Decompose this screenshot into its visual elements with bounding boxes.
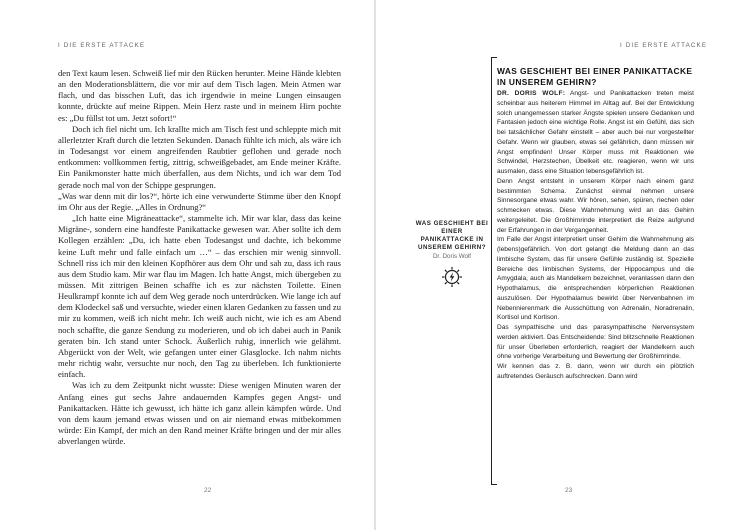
expert-text: [497, 89, 694, 382]
left-page-body: [58, 68, 341, 447]
body-paragraph: Doch ich fiel nicht um. Ich krallte mich am Tisch fest und schleppte mich mit allerletzter Kraft durch die letzten Sekunden. Danach fühlte ich mich, als wäre ich in Todesangst vor einem angreifenden Raubtier geflohen und gerade noch entkommen: vollkommen fertig, zittrig, schweißgebadet, am Ende meiner Kräfte. Ein Panikmonster hatte mich überfallen, aus dem Nichts, und ich war dem Tod gerade noch mal von der Schippe gesprungen.: [58, 123, 341, 190]
body-paragraph: den Text kaum lesen. Schweiß lief mir den Rücken herunter. Meine Hände klebten an den Moderationsblättern, die vor mir auf dem Tisch lagen. Mein Atmen war flach, und das bisschen Luft, das ich irgendwie in meine Lungen einsaugen konnte, drückte auf meine Rippen. Mein Herz raste und in meinem Hirn pochte es: „Du füllst tot um. Jetzt sofort!“: [58, 68, 341, 123]
expert-paragraph: Das sympathische und das parasympathische Nervensystem werden aktiviert. Das Entscheidende: Sind blitzschnelle Reaktionen für unser Überleben erforderlich, reagiert der Mandelkern auch ohne vorherige Verarbeitung und Bewertung der Großhirnrinde.: [497, 324, 694, 361]
section-heading: WAS GESCHIEHT BEI EINER PANIKATTACKE IN UNSEREM GEHIRN?: [497, 66, 693, 87]
expert-byline: DR. DORIS WOLF:: [497, 90, 566, 97]
page-number-right: 23: [565, 487, 573, 494]
sidebar-author: Dr. Doris Wolf: [432, 253, 472, 260]
body-paragraph: „Was war denn mit dir los?“, hörte ich eine verwunderte Stimme über den Knopf im Ohr aus der Regie. „Alles in Ordnung?“: [58, 190, 341, 212]
expert-paragraph: Wir kennen das z. B. dann, wenn wir durch ein plötzlich auftretendes Geräusch aufschrecken. Dann wird: [497, 363, 694, 380]
page-number-left: 22: [204, 487, 212, 494]
sidebar-title: WAS GESCHIEHT BEI EINER PANIKATTACKE IN UNSEREM GEHIRN?: [415, 220, 489, 251]
running-head-left: I DIE ERSTE ATTACKE: [58, 42, 146, 49]
expert-paragraph: DR. DORIS WOLF: Angst- und Panikattacken treten meist scheinbar aus heiterem Himmel im Alltag auf. Bei der Entwicklung solch unangemessen starker Ängste spielen unsere Gedanken und Fantasien jedoch eine wichtige Rolle. Angst ist ein Gefühl, das sich bei tatsächlicher Gefahr einstellt – aber auch bei nur vorgestellter Gefahr. Wenn wir glauben, etwas sei gefährlich, dann müssen wir Angst empfinden! Unser Körper muss mit Reaktionen wie Schwindel, Herzstechen, Übelkeit etc. reagieren, wenn wir uns ausmalen, dass eine Situation lebensgefährlich ist.: [497, 90, 694, 175]
lightning-bolt-icon: [441, 266, 463, 288]
expert-paragraph: Im Falle der Angst interpretiert unser Gehirn die Wahrnehmung als (lebens)gefährlich. Von dort gelangt die Meldung dann an das limbische System, das für unsere Gefühle zuständig ist. Spezielle Bereiche des limbischen Systems, der Hippocampus und die Amygdala, auch als Mandelkern bezeichnet, veranlassen dann den Hypothalamus, die entsprechenden körperlichen Reaktionen auszulösen. Der Hypothalamus bewirkt über Nervenbahnen im Nebennierenmark die Ausschüttung von Adrenalin, Noradrenalin, Kortisol und Kortison.: [497, 236, 694, 322]
book-gutter: [374, 0, 376, 530]
expert-sidebar: [414, 220, 490, 288]
right-page-body: [497, 66, 694, 382]
running-head-right: I DIE ERSTE ATTACKE: [620, 42, 708, 49]
expert-paragraph: Denn Angst entsteht in unserem Körper nach einem ganz bestimmten Schema. Zunächst einmal nehmen unsere Sinnesorgane etwas wahr. Wir hören, sehen, spüren, riechen oder schmecken etwas. Diese Wahrnehmung wird an das Gehirn weitergeleitet. Die Großhirnrinde interpretiert die Reize aufgrund der Erfahrungen in der Vergangenheit.: [497, 177, 694, 234]
body-paragraph: Was ich zu dem Zeitpunkt nicht wusste: Diese wenigen Minuten waren der Anfang eines gut sechs Jahre andauernden Kampfes gegen Angst- und Panikattacken. Hätte ich gewusst, ich hätte ich ganz allein kämpfen würde. Und von dem kaum jemand etwas wissen und on air niemand etwas mitbekommen würde: Ein Kampf, der mich an den Rand meiner Kräfte bringen und der mir alles abverlangen würde.: [58, 380, 341, 447]
body-paragraph: „Ich hatte eine Migräneattacke“, stammelte ich. Mir war klar, dass das keine Migräne-, sondern eine handfeste Panikattacke gewesen war. Aber sollte ich dem Kollegen erzählen: „Du, ich hatte eben Todesangst und dachte, ich bekomme keine Luft mehr und falle einfach um …“ – das erschien mir wenig sinnvoll. Schnell riss ich mir den kleinen Kopfhörer aus dem Ohr und sah zu, dass ich raus aus dem Studio kam. Mir war flau im Magen. Ich hatte Angst, mich übergeben zu müssen. Mit zittrigen Beinen schaffte ich es zur nächsten Toilette. Einen Heulkrampf konnte ich auf dem Weg gerade noch unterdrücken. Wie lange ich auf dem Klodeckel saß und versuchte, wieder einen klaren Gedanken zu fassen und zu mir zu kommen, weiß ich nicht mehr. Ich weiß auch nicht, wie ich es am Abend noch schaffte, die ganze Sendung zu moderieren, und ob ich dabei auch in Panik geraten bin. Ich stand unter Schock. Äußerlich ruhig, innerlich wie gelähmt. Abgerückt von der Welt, wie gefangen unter einer Glasglocke. Ich nahm nichts mehr richtig wahr, versuchte nur noch, den Tag zu überleben. Ich funktionierte einfach.: [58, 213, 341, 380]
